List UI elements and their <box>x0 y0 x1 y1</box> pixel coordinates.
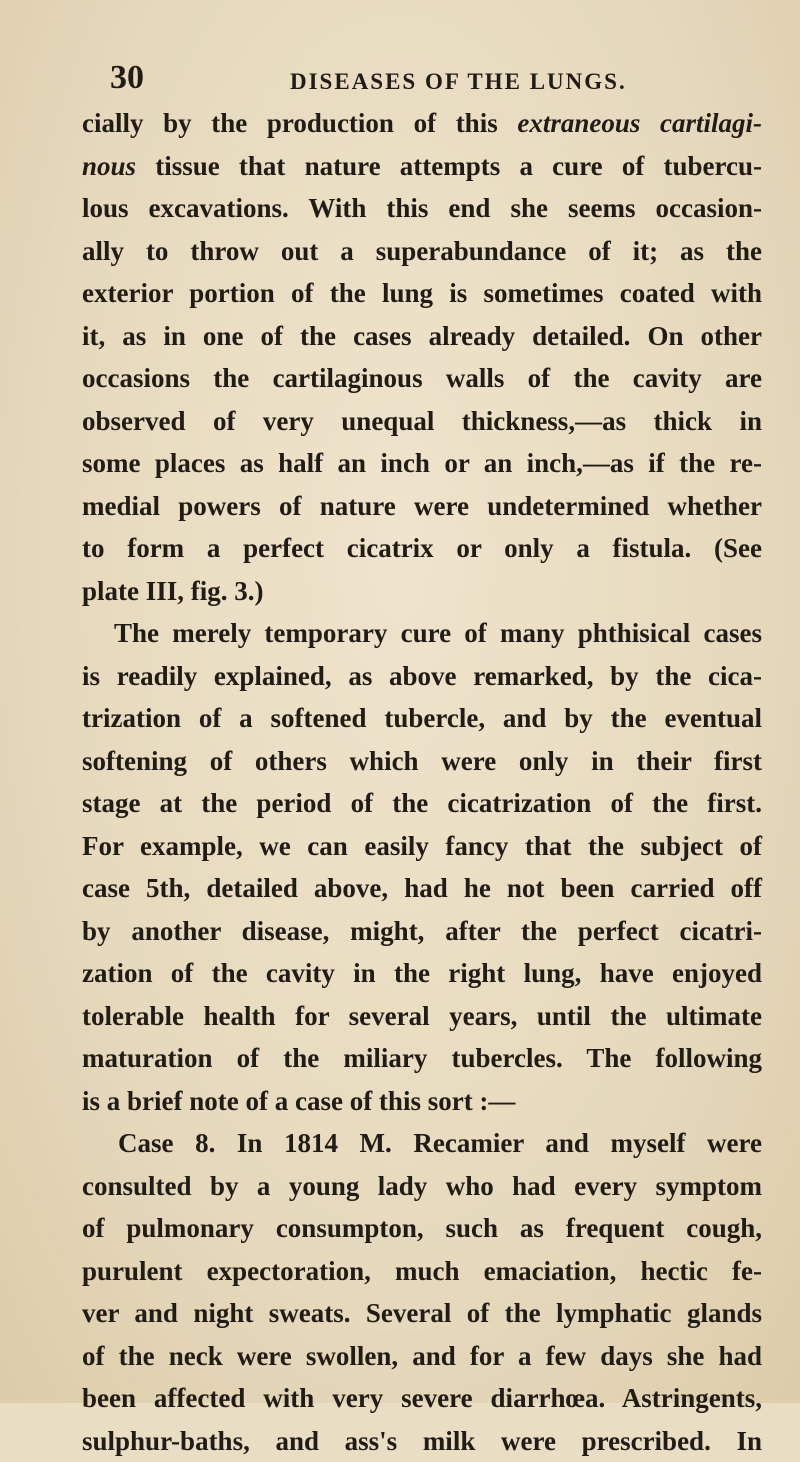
text-line: cially by the production of this extraneous cartilagi- <box>82 102 762 145</box>
text-line: case 5th, detailed above, had he not been carried off <box>82 867 762 910</box>
text-line: observed of very unequal thickness,—as thick in <box>82 400 762 443</box>
text-line: of the neck were swollen, and for a few days she had <box>82 1335 762 1378</box>
text-line: occasions the cartilaginous walls of the cavity are <box>82 357 762 400</box>
text-line: exterior portion of the lung is sometimes coated with <box>82 272 762 315</box>
text-line: sulphur-baths, and ass's milk were prescribed. In <box>82 1420 762 1462</box>
text-line: by another disease, might, after the perfect cicatri- <box>82 910 762 953</box>
page-header <box>110 58 760 98</box>
text-line: been affected with very severe diarrhœa. Astringents, <box>82 1377 762 1420</box>
text-line: some places as half an inch or an inch,—as if the re- <box>82 442 762 485</box>
text-line: plate III, fig. 3.) <box>82 570 762 613</box>
page-number: 30 <box>110 58 144 98</box>
text-line: lous excavations. With this end she seems occasion- <box>82 187 762 230</box>
text-line: nous tissue that nature attempts a cure of tubercu- <box>82 145 762 188</box>
text-line: medial powers of nature were undetermined whether <box>82 485 762 528</box>
text-line: of pulmonary consumpton, such as frequent cough, <box>82 1207 762 1250</box>
text-line: is readily explained, as above remarked, by the cica- <box>82 655 762 698</box>
running-head: DISEASES OF THE LUNGS. <box>290 66 627 98</box>
text-line: it, as in one of the cases already detailed. On other <box>82 315 762 358</box>
text-line: tolerable health for several years, until the ultimate <box>82 995 762 1038</box>
text-line: stage at the period of the cicatrization of the first. <box>82 782 762 825</box>
text-line: zation of the cavity in the right lung, have enjoyed <box>82 952 762 995</box>
text-line: softening of others which were only in their first <box>82 740 762 783</box>
text-line: ver and night sweats. Several of the lymphatic glands <box>82 1292 762 1335</box>
text-line: trization of a softened tubercle, and by the eventual <box>82 697 762 740</box>
text-line: purulent expectoration, much emaciation, hectic fe- <box>82 1250 762 1293</box>
text-line: ally to throw out a superabundance of it; as the <box>82 230 762 273</box>
text-line: Case 8. In 1814 M. Recamier and myself were <box>82 1122 762 1165</box>
text-line: For example, we can easily fancy that the subject of <box>82 825 762 868</box>
text-line: to form a perfect cicatrix or only a fistula. (See <box>82 527 762 570</box>
text-line: The merely temporary cure of many phthisical cases <box>82 612 762 655</box>
body-text <box>82 102 762 1462</box>
text-line: maturation of the miliary tubercles. The following <box>82 1037 762 1080</box>
text-line: is a brief note of a case of this sort :— <box>82 1080 762 1123</box>
text-line: consulted by a young lady who had every symptom <box>82 1165 762 1208</box>
